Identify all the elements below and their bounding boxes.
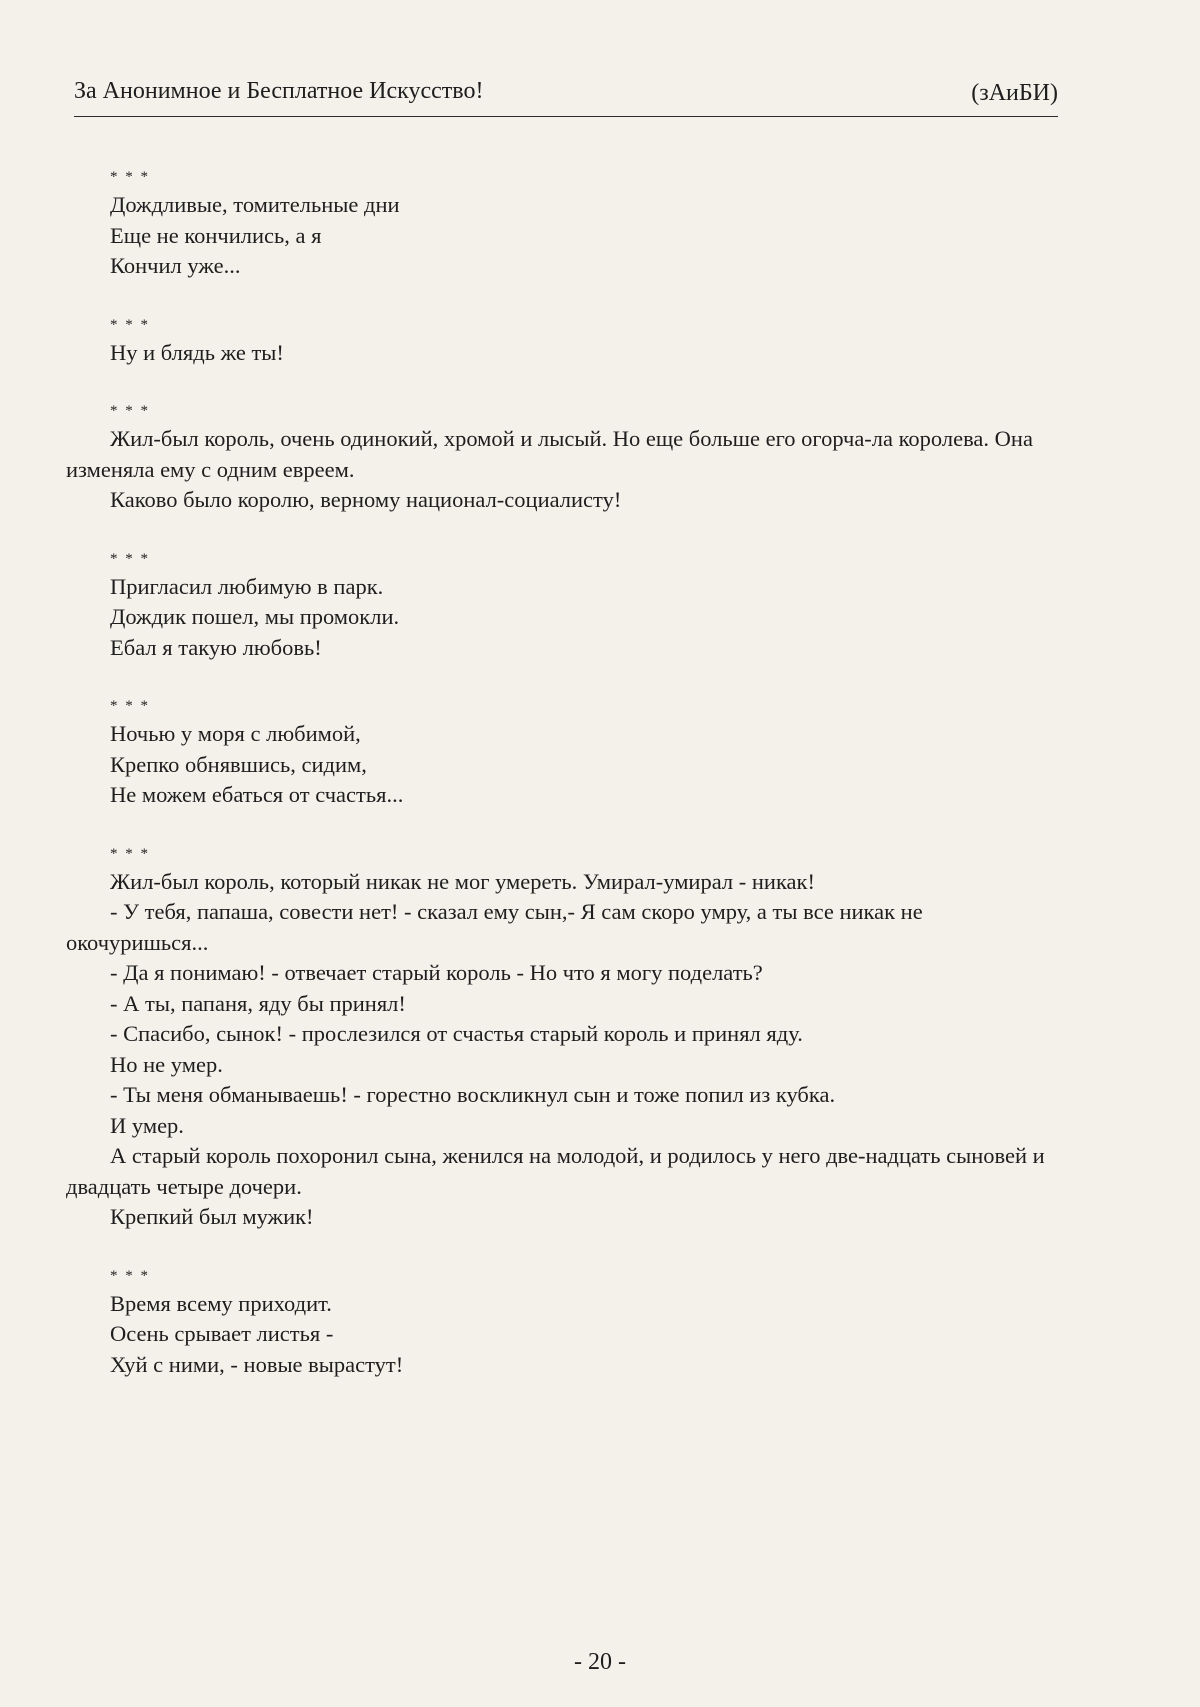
story-paragraph: Каково было королю, верному национал-социалисту! [110,487,622,512]
verse-line: Пригласил любимую в парк. [110,573,384,599]
story-paragraph: - Ты меня обманываешь! - горестно воскликнул сын и тоже попил из кубка. [110,1082,836,1107]
section-separator: * * * [110,169,150,185]
header-title: За Анонимное и Бесплатное Искусство! [74,78,484,104]
page-content [66,164,1056,1410]
verse-line: Хуй с ними, - новые вырастут! [110,1351,404,1377]
story-paragraph: Жил-был король, который никак не мог умереть. Умирал-умирал - никак! [110,868,815,894]
page-header [74,74,1058,117]
story-paragraph: - У тебя, папаша, совести нет! - сказал ему сын,- Я сам скоро умру, а ты все никак не окочуришься... [66,899,923,955]
verse-line: Не можем ебаться от счастья... [110,782,404,807]
verse-line: Осень срывает листья - [110,1321,334,1346]
poem-section [66,693,1056,811]
verse-line: Ночью у моря с любимой, [110,721,361,746]
verse-line: Крепко обнявшись, сидим, [110,751,367,777]
verse-line: Дождливые, томительные дни [110,192,400,217]
story-paragraph: Но не умер. [110,1051,223,1077]
poem-section [66,1263,1056,1381]
verse-line: Кончил уже... [110,253,241,278]
verse-line: Время всему приходит. [110,1290,332,1316]
story-paragraph: Жил-был король, очень одинокий, хромой и лысый. Но еще больше его огорча-ла королева. Она изменяла ему с одним евреем. [66,426,1033,482]
poem-section [66,546,1056,664]
poem-section [66,164,1056,282]
verse-line: Ебал я такую любовь! [110,634,322,660]
story-paragraph: - Да я понимаю! - отвечает старый король - Но что я могу поделать? [110,960,763,985]
section-separator: * * * [110,550,150,567]
story-section [66,841,1056,1233]
story-paragraph: А старый король похоронил сына, женился на молодой, и родилось у него две-надцать сыновей и двадцать четыре дочери. [66,1143,1045,1199]
section-separator: * * * [110,845,150,862]
story-section [66,398,1056,516]
section-separator: * * * [110,403,150,419]
story-paragraph: - Спасибо, сынок! - прослезился от счастья старый король и принял яду. [110,1021,803,1046]
header-abbreviation: (зАиБИ) [971,80,1058,106]
story-paragraph: Крепкий был мужик! [110,1204,314,1229]
page-number: - 20 - [574,1649,626,1675]
verse-line: Еще не кончились, а я [110,222,322,248]
section-separator: * * * [110,316,150,333]
verse-line: Ну и блядь же ты! [110,339,284,365]
section-separator: * * * [110,1267,150,1284]
verse-line: Дождик пошел, мы промокли. [110,604,400,629]
poem-section [66,312,1056,369]
story-paragraph: - А ты, папаня, яду бы принял! [110,990,406,1016]
story-paragraph: И умер. [110,1112,184,1138]
section-separator: * * * [110,698,150,714]
